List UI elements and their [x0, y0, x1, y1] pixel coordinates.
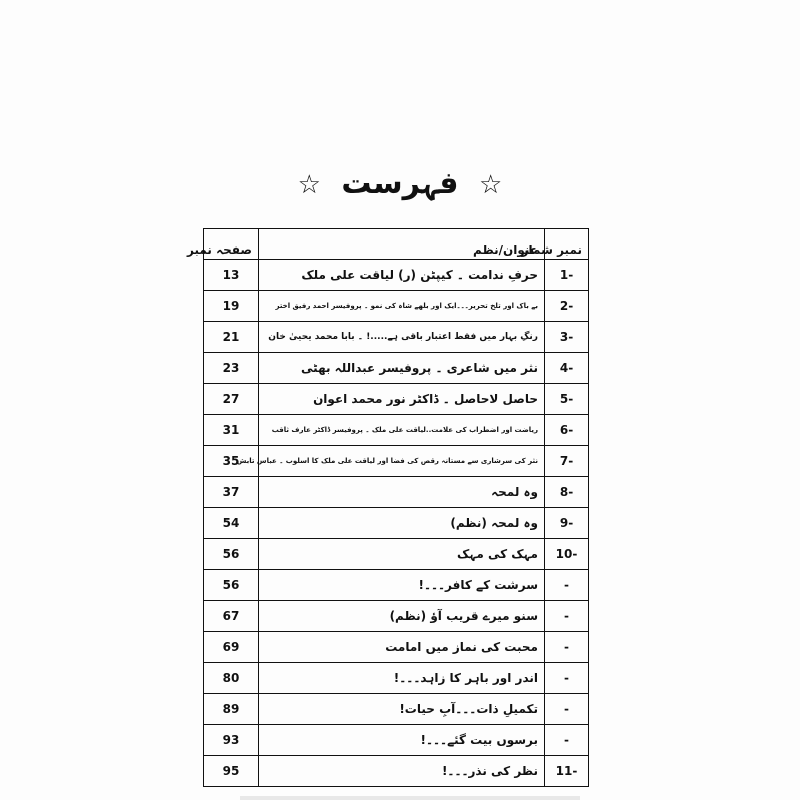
table-row	[204, 570, 589, 601]
row-title: نثر کی سرشاری سے مستانہ رقص کی فضا اور لیاقت علی ملک کا اسلوب ۔ عباس تابش	[259, 446, 545, 477]
row-serial: -8	[545, 477, 589, 508]
row-title: وہ لمحہ	[259, 477, 545, 508]
table-row	[204, 446, 589, 477]
row-serial: -9	[545, 508, 589, 539]
row-title: سنو میرے قریب آؤ (نظم)	[259, 601, 545, 632]
row-page: 35	[204, 446, 259, 477]
row-serial: -	[545, 663, 589, 694]
table-row	[204, 260, 589, 291]
row-page: 89	[204, 694, 259, 725]
row-page: 37	[204, 477, 259, 508]
row-page: 95	[204, 756, 259, 787]
row-title: حاصل لاحاصل ۔ ڈاکٹر نور محمد اعوان	[259, 384, 545, 415]
row-serial: -3	[545, 322, 589, 353]
table-row	[204, 725, 589, 756]
table-row	[204, 663, 589, 694]
row-serial: -1	[545, 260, 589, 291]
row-serial: -	[545, 632, 589, 663]
row-title: مہک کی مہک	[259, 539, 545, 570]
contents-table	[186, 228, 589, 787]
page-heading	[0, 160, 800, 209]
contents-body	[204, 260, 589, 787]
star-icon-left: ☆	[297, 170, 321, 200]
page-edge-shadow	[240, 796, 580, 800]
row-serial: -	[545, 694, 589, 725]
table-row	[204, 508, 589, 539]
header-page: صفحہ نمبر	[204, 229, 259, 260]
table-row	[204, 415, 589, 446]
row-page: 31	[204, 415, 259, 446]
row-title: محبت کی نماز میں امامت	[259, 632, 545, 663]
page-title: فہرست	[341, 166, 459, 201]
table-row	[204, 477, 589, 508]
row-page: 56	[204, 570, 259, 601]
table-row	[204, 322, 589, 353]
row-page: 93	[204, 725, 259, 756]
header-title: عنوان/نظم	[259, 229, 545, 260]
row-page: 27	[204, 384, 259, 415]
row-title: رنگِ بہار میں فقط اعتبار باقی ہے.....! ۔ بابا محمد یحییٰ خان	[259, 322, 545, 353]
row-serial: -10	[545, 539, 589, 570]
row-page: 23	[204, 353, 259, 384]
row-page: 54	[204, 508, 259, 539]
table-row	[204, 353, 589, 384]
row-serial: -	[545, 570, 589, 601]
row-serial: -6	[545, 415, 589, 446]
row-title: حرفِ ندامت ۔ کیپٹن (ر) لیاقت علی ملک	[259, 260, 545, 291]
row-page: 69	[204, 632, 259, 663]
header-serial: نمبر شمار	[545, 229, 589, 260]
row-page: 21	[204, 322, 259, 353]
table-row	[204, 291, 589, 322]
table-row	[204, 756, 589, 787]
row-page: 19	[204, 291, 259, 322]
row-serial: -4	[545, 353, 589, 384]
table-row	[204, 694, 589, 725]
row-title: تکمیلِ ذات۔۔۔آبِ حیات!	[259, 694, 545, 725]
row-title: سرشت کے کافر۔۔۔!	[259, 570, 545, 601]
table-header-row	[204, 229, 589, 260]
row-page: 67	[204, 601, 259, 632]
row-title: اندر اور باہر کا زاہد۔۔۔!	[259, 663, 545, 694]
row-page: 56	[204, 539, 259, 570]
row-page: 13	[204, 260, 259, 291]
row-title: ریاضت اور اضطراب کی علامت..لیاقت علی ملک ۔ پروفیسر ڈاکٹر عارف ثاقب	[259, 415, 545, 446]
row-serial: -2	[545, 291, 589, 322]
row-title: نظر کی نذر۔۔۔!	[259, 756, 545, 787]
row-title: وہ لمحہ (نظم)	[259, 508, 545, 539]
row-serial: -7	[545, 446, 589, 477]
row-serial: -11	[545, 756, 589, 787]
row-serial: -5	[545, 384, 589, 415]
table-row	[204, 632, 589, 663]
row-serial: -	[545, 601, 589, 632]
table-row	[204, 539, 589, 570]
table-row	[204, 384, 589, 415]
row-title: نثر میں شاعری ۔ پروفیسر عبداللہ بھٹی	[259, 353, 545, 384]
table-row	[204, 601, 589, 632]
row-serial: -	[545, 725, 589, 756]
row-title: برسوں بیت گئے۔۔۔!	[259, 725, 545, 756]
row-page: 80	[204, 663, 259, 694]
row-title: بے باک اور تلخ تحریر۔۔۔ایک اور بلھے شاہ کی نمو ۔ پروفیسر احمد رفیق اختر	[259, 291, 545, 322]
star-icon-right: ☆	[479, 170, 503, 200]
